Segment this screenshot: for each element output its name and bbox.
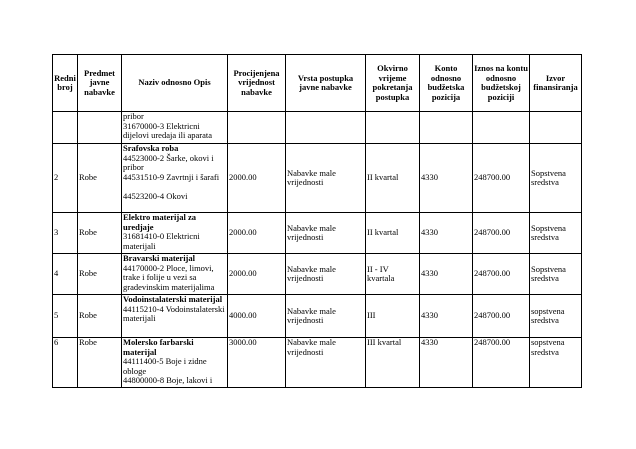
cell-konto: 4330 xyxy=(420,254,473,295)
procurement-table xyxy=(52,54,582,388)
opis-title: Bravarski materijal xyxy=(123,253,195,263)
cell-iznos: 248700.00 xyxy=(473,213,530,254)
cell-vrsta: Nabavke male vrijednosti xyxy=(286,338,366,388)
opis-line: 44111400-5 Boje i zidne obloge xyxy=(123,356,207,376)
opis-line: 44170000-2 Ploce, limovi, trake i folije u vezi sa gradevinskim materijalima xyxy=(123,262,215,292)
cell-opis xyxy=(122,338,228,388)
cell-vrijednost: 3000.00 xyxy=(228,338,286,388)
cell-izvor: sopstvena sredstva xyxy=(530,338,582,388)
cell-redni xyxy=(53,112,78,144)
opis-line: 44115210-4 Vodoinstalaterski materijali xyxy=(123,303,225,323)
col-header-konto: Konto odnosno budžetska pozicija xyxy=(420,55,473,112)
cell-izvor: Sopstvena sredstva xyxy=(530,254,582,295)
table-row xyxy=(53,254,582,295)
cell-predmet: Robe xyxy=(78,213,122,254)
col-header-izvor: Izvor finansiranja xyxy=(530,55,582,112)
cell-opis xyxy=(122,144,228,213)
cell-vrsta xyxy=(286,112,366,144)
cell-vrijednost: 4000.00 xyxy=(228,295,286,338)
opis-line: 44523200-4 Okovi xyxy=(123,190,188,201)
cell-vrijednost: 2000.00 xyxy=(228,213,286,254)
opis-title: Srafovska roba xyxy=(123,143,179,153)
cell-opis xyxy=(122,112,228,144)
opis-title: Molersko farbarski materijal xyxy=(123,337,194,357)
opis-line: 31681410-0 Elektricni materijali xyxy=(123,231,200,251)
table-row xyxy=(53,144,582,213)
cell-predmet: Robe xyxy=(78,338,122,388)
opis-title: Vodoinstalaterski materijal xyxy=(123,294,223,304)
cell-rok xyxy=(366,112,420,144)
cell-rok: III xyxy=(366,295,420,338)
cell-vrsta: Nabavke male vrijednosti xyxy=(286,254,366,295)
cell-redni: 4 xyxy=(53,254,78,295)
cell-rok: II kvartal xyxy=(366,144,420,213)
cell-redni: 3 xyxy=(53,213,78,254)
opis-line: 44523000-2 Šarke, okovi i pribor xyxy=(123,152,214,172)
cell-iznos: 248700.00 xyxy=(473,144,530,213)
cell-konto: 4330 xyxy=(420,338,473,388)
cell-izvor: Sopstvena sredstva xyxy=(530,213,582,254)
cell-vrijednost: 2000.00 xyxy=(228,254,286,295)
cell-konto: 4330 xyxy=(420,213,473,254)
cell-redni: 6 xyxy=(53,338,78,388)
cell-izvor xyxy=(530,112,582,144)
cell-rok: III kvartal xyxy=(366,338,420,388)
cell-iznos xyxy=(473,112,530,144)
cell-rok: II - IV kvartala xyxy=(366,254,420,295)
col-header-vrijednost: Procijenjena vrijednost nabavke xyxy=(228,55,286,112)
cell-vrijednost xyxy=(228,112,286,144)
cell-vrsta: Nabavke male vrijednosti xyxy=(286,144,366,213)
col-header-iznos: Iznos na kontu odnosno budžetskoj poziciji xyxy=(473,55,530,112)
cell-konto xyxy=(420,112,473,144)
opis-line: 44800000-8 Boje, lakovi i xyxy=(123,375,213,385)
cell-redni: 5 xyxy=(53,295,78,338)
cell-predmet: Robe xyxy=(78,295,122,338)
cell-iznos: 248700.00 xyxy=(473,338,530,388)
cell-opis xyxy=(122,213,228,254)
cell-predmet xyxy=(78,112,122,144)
cell-predmet: Robe xyxy=(78,144,122,213)
col-header-vrsta: Vrsta postupka javne nabavke xyxy=(286,55,366,112)
table-row xyxy=(53,213,582,254)
cell-opis xyxy=(122,254,228,295)
cell-izvor: sopstvena sredstva xyxy=(530,295,582,338)
cell-konto: 4330 xyxy=(420,144,473,213)
cell-vrijednost: 2000.00 xyxy=(228,144,286,213)
opis-line: 44531510-9 Zavrtnji i šarafi xyxy=(123,171,220,182)
col-header-naziv: Naziv odnosno Opis xyxy=(122,55,228,112)
cell-izvor: Sopstvena sredstva xyxy=(530,144,582,213)
cell-predmet: Robe xyxy=(78,254,122,295)
cell-rok: II kvartal xyxy=(366,213,420,254)
col-header-predmet: Predmet javne nabavke xyxy=(78,55,122,112)
cell-vrsta: Nabavke male vrijednosti xyxy=(286,295,366,338)
cell-vrsta: Nabavke male vrijednosti xyxy=(286,213,366,254)
cell-konto: 4330 xyxy=(420,295,473,338)
cell-iznos: 248700.00 xyxy=(473,295,530,338)
col-header-redni-broj: Redni broj xyxy=(53,55,78,112)
col-header-rok: Okvirno vrijeme pokretanja postupka xyxy=(366,55,420,112)
table-row xyxy=(53,112,582,144)
opis-line: 31670000-3 Elektricni dijelovi uredaja ili aparata xyxy=(123,120,212,140)
cell-iznos: 248700.00 xyxy=(473,254,530,295)
cell-opis xyxy=(122,295,228,338)
table-row xyxy=(53,338,582,388)
cell-redni: 2 xyxy=(53,144,78,213)
table-header-row xyxy=(53,55,582,112)
opis-title: Elektro materijal za uredjaje xyxy=(123,212,197,232)
table-row xyxy=(53,295,582,338)
opis-line: pribor xyxy=(123,111,144,121)
